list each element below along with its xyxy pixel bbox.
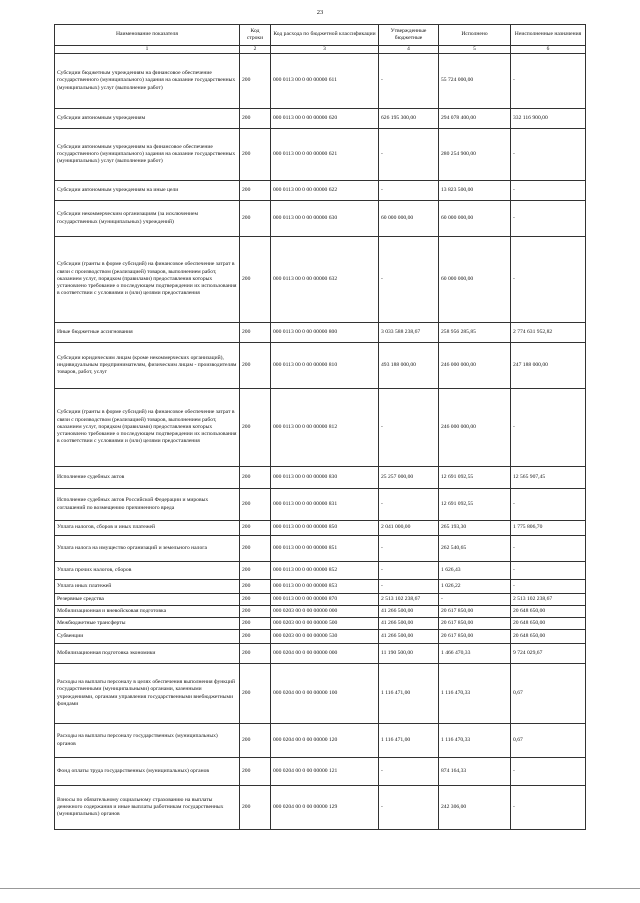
header-unexecuted: Неисполненные назначения bbox=[511, 25, 586, 46]
row-approved: - bbox=[379, 129, 439, 181]
row-approved: 60 000 000,00 bbox=[379, 201, 439, 237]
row-name: Субсидии автономным учреждениям bbox=[55, 109, 240, 129]
row-approved: 3 033 588 238,67 bbox=[379, 323, 439, 343]
column-number: 6 bbox=[511, 46, 586, 54]
row-name: Субсидии автономным учреждениям на финансовое обеспечение государственного (муниципального) задания на оказание государственных (муниципальных) услуг (выполнение работ) bbox=[55, 129, 240, 181]
row-name: Субсидии некоммерческим организациям (за исключением государственных (муниципальных) учреждений) bbox=[55, 201, 240, 237]
row-kbk: 000 0203 00 0 00 00000 530 bbox=[271, 630, 379, 644]
row-executed: 20 617 850,00 bbox=[439, 630, 511, 644]
row-approved: - bbox=[379, 580, 439, 594]
row-kbk: 000 0204 00 0 00 00000 000 bbox=[271, 644, 379, 664]
row-approved: 41 266 500,00 bbox=[379, 618, 439, 630]
row-line-code: 200 bbox=[240, 606, 271, 618]
row-executed: 294 078 400,00 bbox=[439, 109, 511, 129]
row-name: Уплата налога на имущество организаций и земельного налога bbox=[55, 536, 240, 562]
column-number-row bbox=[55, 46, 586, 54]
table-row bbox=[55, 536, 586, 562]
row-kbk: 000 0204 00 0 00 00000 100 bbox=[271, 664, 379, 724]
row-name: Расходы на выплаты персоналу в целях обеспечения выполнения функций государственными (муниципальными) органами, казенными учреждениями, органами управления государственными внебюджетными фондами bbox=[55, 664, 240, 724]
row-executed: 13 823 500,00 bbox=[439, 181, 511, 201]
row-unexecuted: - bbox=[511, 758, 586, 786]
row-approved: - bbox=[379, 562, 439, 580]
row-line-code: 200 bbox=[240, 536, 271, 562]
row-line-code: 200 bbox=[240, 323, 271, 343]
row-line-code: 200 bbox=[240, 201, 271, 237]
table-row bbox=[55, 724, 586, 758]
row-kbk: 000 0113 00 0 00 00000 870 bbox=[271, 594, 379, 606]
row-executed: 55 724 000,00 bbox=[439, 54, 511, 109]
table-row bbox=[55, 580, 586, 594]
row-executed: 1 466 470,33 bbox=[439, 644, 511, 664]
row-approved: 41 266 500,00 bbox=[379, 606, 439, 618]
table-row bbox=[55, 181, 586, 201]
row-name: Расходы на выплаты персоналу государственных (муниципальных) органов bbox=[55, 724, 240, 758]
table-row bbox=[55, 618, 586, 630]
row-approved: - bbox=[379, 181, 439, 201]
row-line-code: 200 bbox=[240, 664, 271, 724]
row-kbk: 000 0113 00 0 00 00000 853 bbox=[271, 580, 379, 594]
row-unexecuted: - bbox=[511, 201, 586, 237]
table-row bbox=[55, 562, 586, 580]
row-executed: 262 540,65 bbox=[439, 536, 511, 562]
row-unexecuted: 1 775 806,70 bbox=[511, 521, 586, 536]
row-executed: 60 000 000,00 bbox=[439, 201, 511, 237]
row-line-code: 200 bbox=[240, 467, 271, 489]
table-row bbox=[55, 786, 586, 830]
row-name: Иные бюджетные ассигнования bbox=[55, 323, 240, 343]
row-kbk: 000 0203 00 0 00 00000 500 bbox=[271, 618, 379, 630]
page-bottom-rule bbox=[0, 888, 640, 889]
row-approved: 1 116 471,00 bbox=[379, 724, 439, 758]
row-line-code: 200 bbox=[240, 237, 271, 323]
row-kbk: 000 0203 00 0 00 00000 000 bbox=[271, 606, 379, 618]
table-row bbox=[55, 54, 586, 109]
row-name: Резервные средства bbox=[55, 594, 240, 606]
row-approved: - bbox=[379, 237, 439, 323]
row-name: Субвенции bbox=[55, 630, 240, 644]
column-number: 5 bbox=[439, 46, 511, 54]
row-kbk: 000 0113 00 0 00 00000 611 bbox=[271, 54, 379, 109]
row-approved: 626 195 300,00 bbox=[379, 109, 439, 129]
row-name: Субсидии юридическим лицам (кроме некоммерческих организаций), индивидуальным предпринимателям, физическим лицам - производителям товаров, работ, услуг bbox=[55, 343, 240, 389]
row-name: Фонд оплаты труда государственных (муниципальных) органов bbox=[55, 758, 240, 786]
row-name: Мобилизационная подготовка экономики bbox=[55, 644, 240, 664]
row-name: Субсидии автономным учреждениям на иные цели bbox=[55, 181, 240, 201]
row-line-code: 200 bbox=[240, 129, 271, 181]
row-unexecuted: 20 648 650,00 bbox=[511, 606, 586, 618]
row-kbk: 000 0113 00 0 00 00000 620 bbox=[271, 109, 379, 129]
row-executed: 1 026,22 bbox=[439, 580, 511, 594]
row-unexecuted: 2 774 631 952,82 bbox=[511, 323, 586, 343]
table-row bbox=[55, 594, 586, 606]
row-unexecuted: 0,67 bbox=[511, 664, 586, 724]
row-line-code: 200 bbox=[240, 594, 271, 606]
row-name: Уплата налогов, сборов и иных платежей bbox=[55, 521, 240, 536]
row-unexecuted: - bbox=[511, 536, 586, 562]
row-kbk: 000 0204 00 0 00 00000 129 bbox=[271, 786, 379, 830]
row-line-code: 200 bbox=[240, 54, 271, 109]
row-line-code: 200 bbox=[240, 630, 271, 644]
row-kbk: 000 0113 00 0 00 00000 850 bbox=[271, 521, 379, 536]
row-name: Мобилизационная и вневойсковая подготовка bbox=[55, 606, 240, 618]
row-approved: - bbox=[379, 54, 439, 109]
table-row bbox=[55, 489, 586, 521]
row-line-code: 200 bbox=[240, 562, 271, 580]
header-name: Наименование показателя bbox=[55, 25, 240, 46]
header-line-code: Код строки bbox=[240, 25, 271, 46]
row-kbk: 000 0113 00 0 00 00000 810 bbox=[271, 343, 379, 389]
row-unexecuted: 9 724 029,67 bbox=[511, 644, 586, 664]
row-approved: - bbox=[379, 758, 439, 786]
header-kbk: Код расхода по бюджетной классификации bbox=[271, 25, 379, 46]
row-line-code: 200 bbox=[240, 758, 271, 786]
header-executed: Исполнено bbox=[439, 25, 511, 46]
row-unexecuted: 2 513 102 238,67 bbox=[511, 594, 586, 606]
table-row bbox=[55, 758, 586, 786]
row-unexecuted: 20 648 650,00 bbox=[511, 618, 586, 630]
row-kbk: 000 0113 00 0 00 00000 812 bbox=[271, 389, 379, 467]
row-executed: 1 626,43 bbox=[439, 562, 511, 580]
table-row bbox=[55, 467, 586, 489]
page-number: 23 bbox=[316, 9, 324, 16]
row-name: Исполнение судебных актов bbox=[55, 467, 240, 489]
row-executed: 60 000 000,00 bbox=[439, 237, 511, 323]
row-unexecuted: - bbox=[511, 181, 586, 201]
row-name: Исполнение судебных актов Российской Федерации и мировых соглашений по возмещению причиненного вреда bbox=[55, 489, 240, 521]
row-approved: 2 041 000,00 bbox=[379, 521, 439, 536]
row-unexecuted: 247 188 000,00 bbox=[511, 343, 586, 389]
row-unexecuted: - bbox=[511, 129, 586, 181]
row-name: Субсидии (гранты в форме субсидий) на финансовое обеспечение затрат в связи с производством (реализацией) товаров, выполнением работ, оказанием услуг, порядком (правилами) предоставления которых установлено требование о последующем подтверждении их использования в соответствии с условиями и (или) целями предоставления bbox=[55, 237, 240, 323]
row-unexecuted: - bbox=[511, 54, 586, 109]
row-kbk: 000 0113 00 0 00 00000 830 bbox=[271, 467, 379, 489]
row-name: Субсидии бюджетным учреждениям на финансовое обеспечение государственного (муниципального) задания на оказание государственных (муниципальных) услуг (выполнение работ) bbox=[55, 54, 240, 109]
table-row bbox=[55, 201, 586, 237]
row-name: Уплата иных платежей bbox=[55, 580, 240, 594]
row-name: Межбюджетные трансферты bbox=[55, 618, 240, 630]
row-unexecuted: - bbox=[511, 580, 586, 594]
row-executed: 280 254 900,00 bbox=[439, 129, 511, 181]
row-name: Взносы по обязательному социальному страхованию на выплаты денежного содержания и иные выплаты работникам государственных (муниципальных) органов bbox=[55, 786, 240, 830]
row-kbk: 000 0113 00 0 00 00000 852 bbox=[271, 562, 379, 580]
row-kbk: 000 0113 00 0 00 00000 800 bbox=[271, 323, 379, 343]
row-unexecuted: 0,67 bbox=[511, 724, 586, 758]
row-line-code: 200 bbox=[240, 644, 271, 664]
row-unexecuted: 332 116 900,00 bbox=[511, 109, 586, 129]
table-header-row bbox=[55, 25, 586, 46]
row-line-code: 200 bbox=[240, 489, 271, 521]
row-kbk: 000 0113 00 0 00 00000 622 bbox=[271, 181, 379, 201]
row-approved: - bbox=[379, 536, 439, 562]
budget-execution-table bbox=[54, 24, 586, 830]
row-line-code: 200 bbox=[240, 724, 271, 758]
column-number: 2 bbox=[240, 46, 271, 54]
row-kbk: 000 0204 00 0 00 00000 120 bbox=[271, 724, 379, 758]
row-kbk: 000 0113 00 0 00 00000 851 bbox=[271, 536, 379, 562]
row-line-code: 200 bbox=[240, 786, 271, 830]
row-executed: - bbox=[439, 594, 511, 606]
row-line-code: 200 bbox=[240, 521, 271, 536]
table-row bbox=[55, 237, 586, 323]
row-unexecuted: - bbox=[511, 237, 586, 323]
row-unexecuted: - bbox=[511, 489, 586, 521]
row-approved: 1 116 471,00 bbox=[379, 664, 439, 724]
row-unexecuted: - bbox=[511, 786, 586, 830]
column-number: 1 bbox=[55, 46, 240, 54]
column-number: 4 bbox=[379, 46, 439, 54]
row-line-code: 200 bbox=[240, 109, 271, 129]
row-line-code: 200 bbox=[240, 181, 271, 201]
row-executed: 242 306,00 bbox=[439, 786, 511, 830]
table-row bbox=[55, 664, 586, 724]
row-unexecuted: - bbox=[511, 389, 586, 467]
table-row bbox=[55, 343, 586, 389]
row-line-code: 200 bbox=[240, 618, 271, 630]
table-row bbox=[55, 630, 586, 644]
table-row bbox=[55, 606, 586, 618]
table-row bbox=[55, 109, 586, 129]
row-name: Уплата прочих налогов, сборов bbox=[55, 562, 240, 580]
row-approved: - bbox=[379, 489, 439, 521]
row-unexecuted: 12 565 907,45 bbox=[511, 467, 586, 489]
table-row bbox=[55, 389, 586, 467]
row-executed: 12 691 092,55 bbox=[439, 467, 511, 489]
row-kbk: 000 0204 00 0 00 00000 121 bbox=[271, 758, 379, 786]
row-approved: 2 513 102 238,67 bbox=[379, 594, 439, 606]
row-executed: 12 691 092,55 bbox=[439, 489, 511, 521]
row-kbk: 000 0113 00 0 00 00000 621 bbox=[271, 129, 379, 181]
row-approved: - bbox=[379, 389, 439, 467]
table-row bbox=[55, 644, 586, 664]
row-line-code: 200 bbox=[240, 343, 271, 389]
row-line-code: 200 bbox=[240, 580, 271, 594]
header-approved: Утвержденные бюджетные bbox=[379, 25, 439, 46]
row-kbk: 000 0113 00 0 00 00000 831 bbox=[271, 489, 379, 521]
row-executed: 1 116 470,33 bbox=[439, 664, 511, 724]
row-executed: 246 000 000,00 bbox=[439, 389, 511, 467]
row-executed: 265 193,30 bbox=[439, 521, 511, 536]
row-executed: 20 617 850,00 bbox=[439, 606, 511, 618]
row-executed: 258 956 285,85 bbox=[439, 323, 511, 343]
table-row bbox=[55, 323, 586, 343]
row-approved: 41 266 500,00 bbox=[379, 630, 439, 644]
row-name: Субсидии (гранты в форме субсидий) на финансовое обеспечение затрат в связи с производством (реализацией) товаров, выполнением работ, оказанием услуг, порядком (правилами) предоставления которых установлено требование о последующем подтверждении их использования в соответствии с условиями и (или) целями предоставления bbox=[55, 389, 240, 467]
table-row bbox=[55, 521, 586, 536]
row-approved: 493 188 000,00 bbox=[379, 343, 439, 389]
row-executed: 20 617 850,00 bbox=[439, 618, 511, 630]
row-kbk: 000 0113 00 0 00 00000 632 bbox=[271, 237, 379, 323]
row-approved: - bbox=[379, 786, 439, 830]
row-executed: 1 116 470,33 bbox=[439, 724, 511, 758]
row-unexecuted: 20 648 650,00 bbox=[511, 630, 586, 644]
row-kbk: 000 0113 00 0 00 00000 630 bbox=[271, 201, 379, 237]
table-row bbox=[55, 129, 586, 181]
row-line-code: 200 bbox=[240, 389, 271, 467]
row-approved: 11 190 500,00 bbox=[379, 644, 439, 664]
column-number: 3 bbox=[271, 46, 379, 54]
row-executed: 246 000 000,00 bbox=[439, 343, 511, 389]
row-executed: 874 164,33 bbox=[439, 758, 511, 786]
row-unexecuted: - bbox=[511, 562, 586, 580]
row-approved: 25 257 000,00 bbox=[379, 467, 439, 489]
